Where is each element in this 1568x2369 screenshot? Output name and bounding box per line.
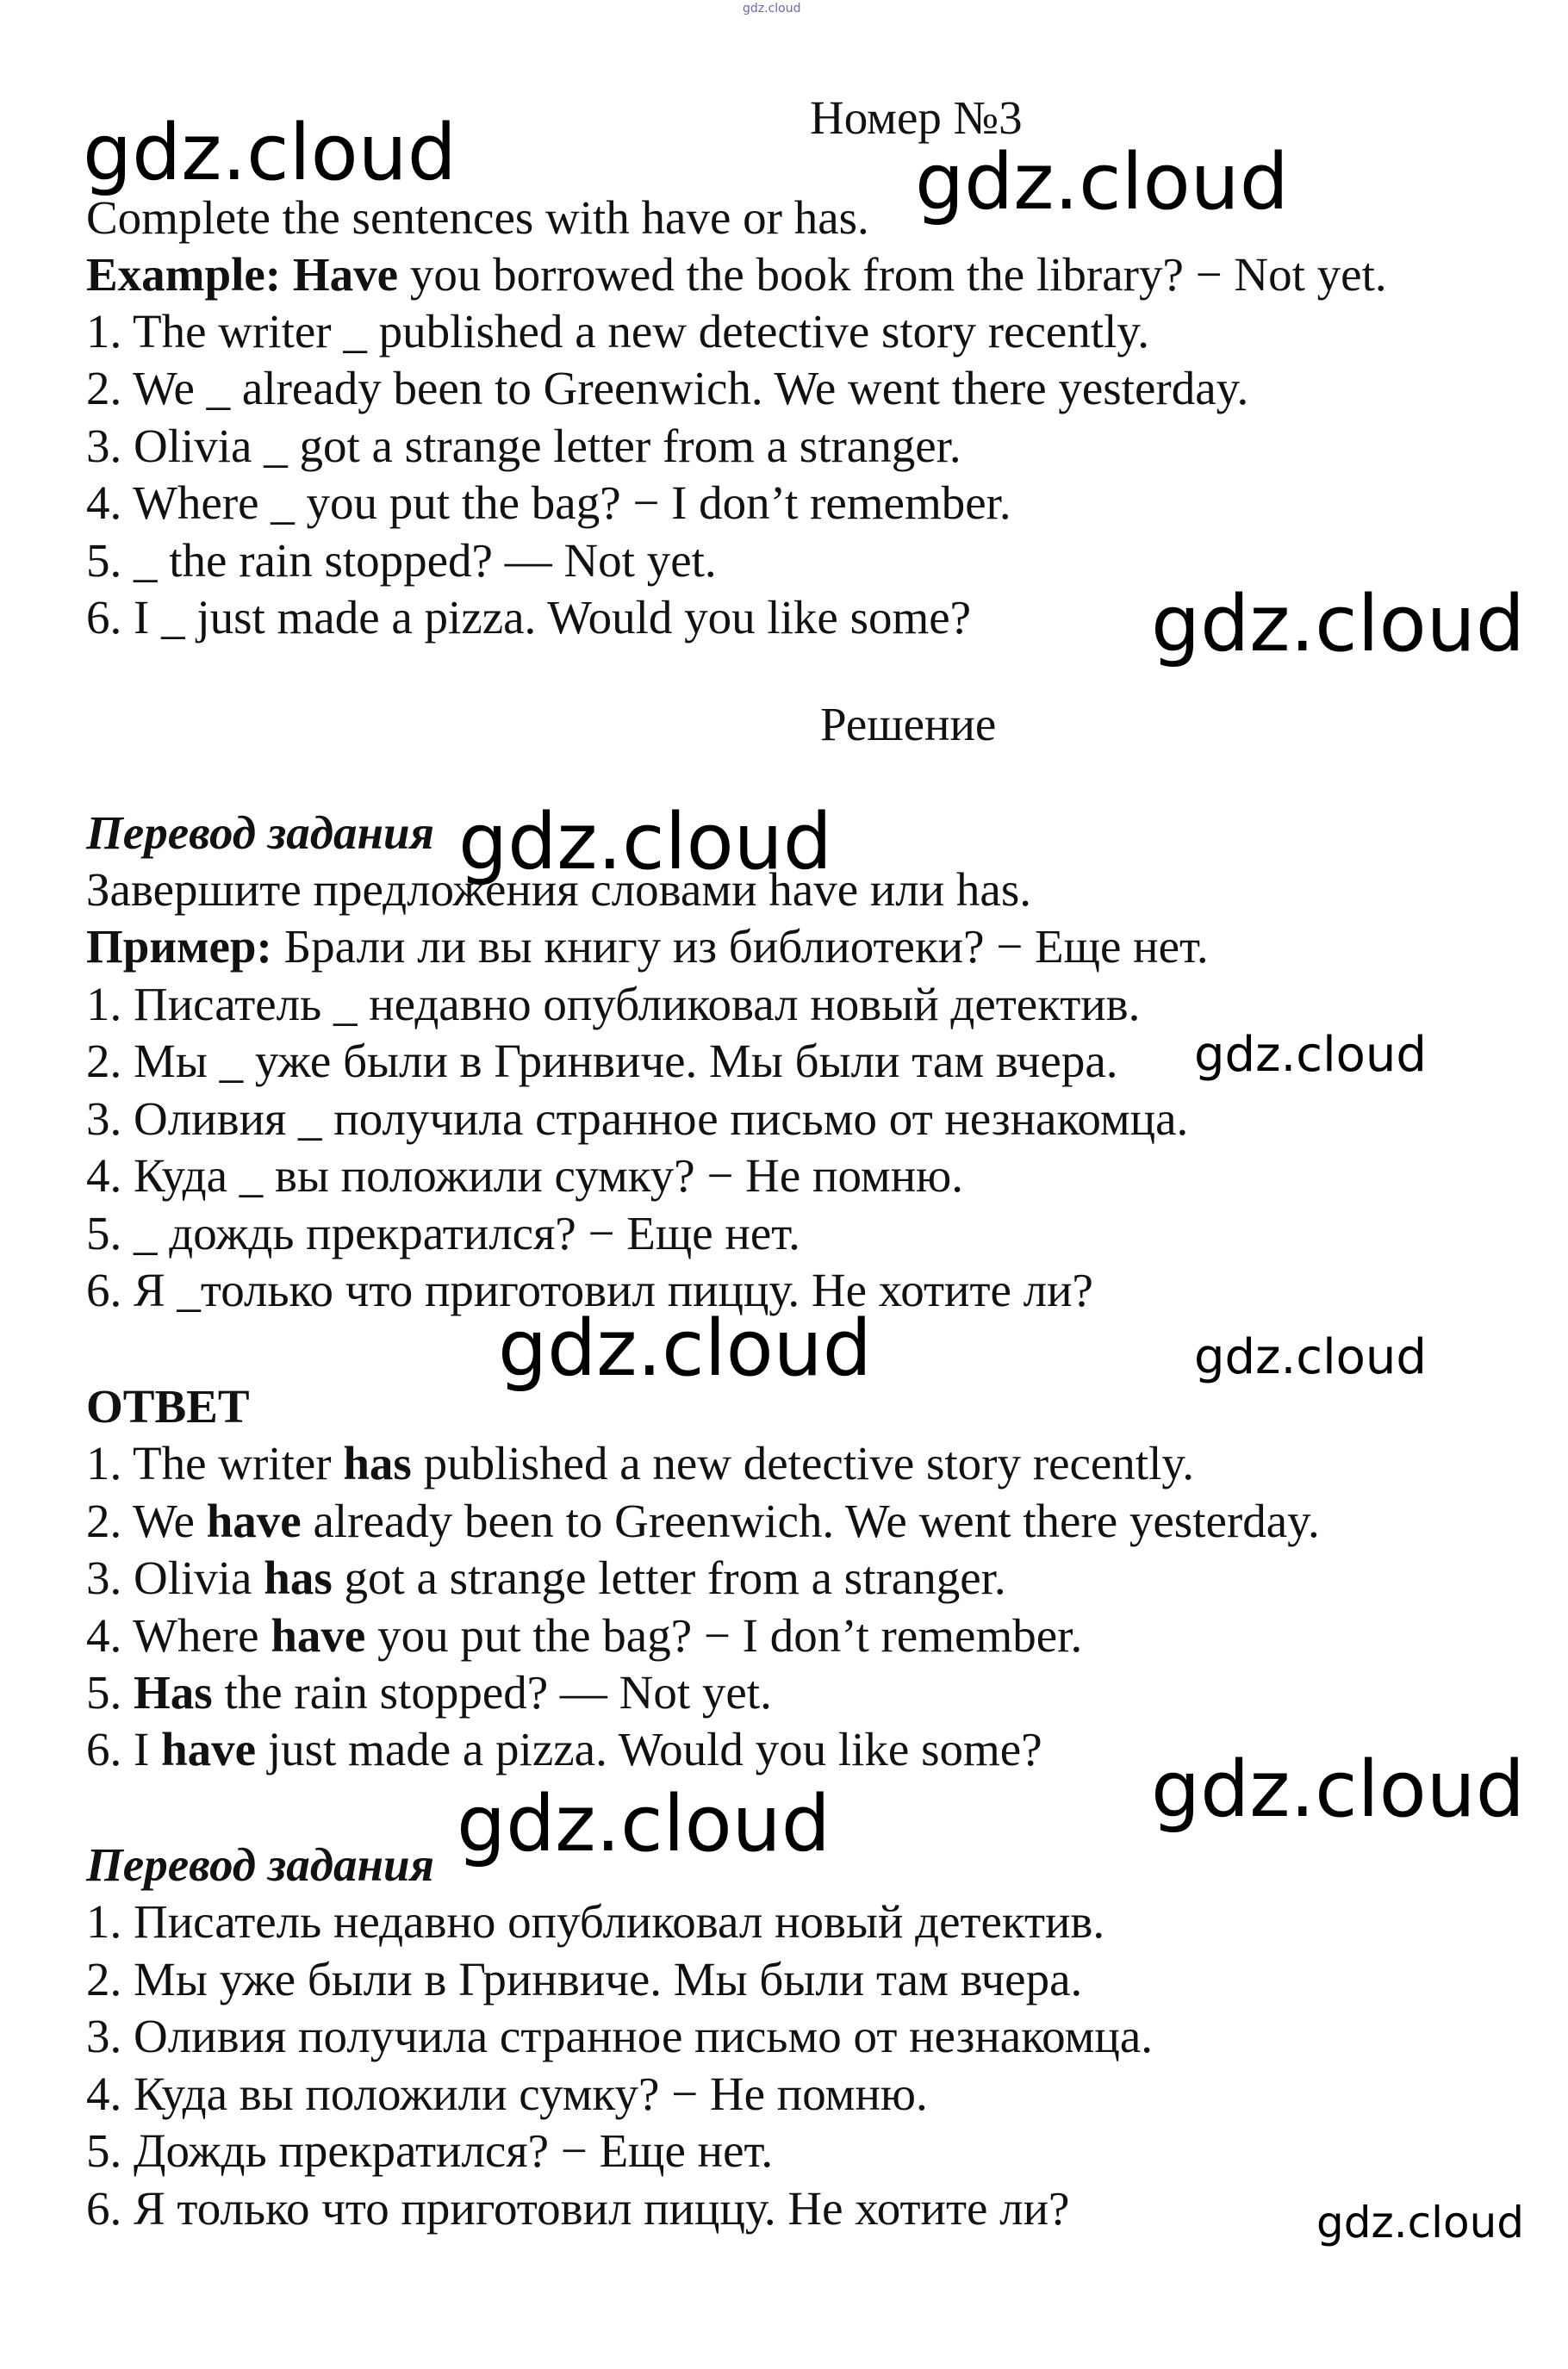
example-text: you borrowed the book from the library? − Not yet.: [398, 248, 1387, 301]
answer-item: 6. I have just made a pizza. Would you like some?: [86, 1723, 1042, 1775]
watermark: gdz.cloud: [1194, 1329, 1427, 1385]
watermark: gdz.cloud: [1194, 1027, 1427, 1083]
task-example: [86, 246, 1387, 303]
translation-item: 6. Я _только что приготовил пиццу. Не хотите ли?: [86, 1264, 1093, 1316]
answer-translation-header: Перевод задания: [86, 1838, 434, 1891]
translation-header: Перевод задания: [86, 806, 434, 859]
watermark-top: gdz.cloud: [743, 2, 801, 16]
translation-example: [86, 918, 1209, 975]
answer-translation-item: 6. Я только что приготовил пиццу. Не хотите ли?: [86, 2182, 1070, 2235]
translation-instruction: Завершите предложения словами have или has.: [86, 863, 1031, 916]
task-number: Номер №3: [810, 91, 1023, 144]
answer-item: 4. Where have you put the bag? − I don’t remember.: [86, 1609, 1083, 1662]
example-word: Have: [292, 248, 399, 301]
answer-translation-item: 5. Дождь прекратился? − Еще нет.: [86, 2124, 774, 2177]
task-instruction: Complete the sentences with have or has.: [86, 191, 869, 244]
watermark: gdz.cloud: [83, 108, 457, 198]
watermark: gdz.cloud: [1151, 579, 1525, 669]
answer-translation-item: 1. Писатель недавно опубликовал новый детектив.: [86, 1895, 1105, 1948]
answer-translation-item: 4. Куда вы положили сумку? − Не помню.: [86, 2067, 928, 2120]
answer-translation-item: 2. Мы уже были в Гринвиче. Мы были там вчера.: [86, 1953, 1083, 2005]
watermark: gdz.cloud: [1151, 1744, 1525, 1835]
task-item: 5. _ the rain stopped? — Not yet.: [86, 534, 717, 587]
solution-title: Решение: [820, 698, 997, 750]
translation-item: 4. Куда _ вы положили сумку? − Не помню.: [86, 1149, 963, 1202]
example-label: Example:: [86, 248, 282, 301]
task-item: 6. I _ just made a pizza. Would you like some?: [86, 591, 972, 644]
watermark: gdz.cloud: [1316, 2198, 1525, 2248]
translation-item: 3. Оливия _ получила странное письмо от незнакомца.: [86, 1092, 1189, 1145]
watermark: gdz.cloud: [458, 797, 832, 887]
watermark: gdz.cloud: [498, 1303, 872, 1394]
answer-header: ОТВЕТ: [86, 1380, 250, 1433]
watermark: gdz.cloud: [915, 137, 1289, 227]
answer-item: 1. The writer has published a new detective story recently.: [86, 1437, 1195, 1489]
task-item: 4. Where _ you put the bag? − I don’t remember.: [86, 476, 1011, 529]
task-item: 2. We _ already been to Greenwich. We went there yesterday.: [86, 362, 1249, 414]
answer-translation-item: 3. Оливия получила странное письмо от незнакомца.: [86, 2010, 1153, 2062]
translation-example-label: Пример:: [86, 920, 272, 973]
answer-item: 3. Olivia has got a strange letter from a stranger.: [86, 1551, 1006, 1604]
answer-item: 5. Has the rain stopped? — Not yet.: [86, 1666, 772, 1719]
task-item: 3. Olivia _ got a strange letter from a stranger.: [86, 420, 961, 472]
answer-item: 2. We have already been to Greenwich. We went there yesterday.: [86, 1495, 1320, 1547]
translation-item: 2. Мы _ уже были в Гринвиче. Мы были там вчера.: [86, 1035, 1118, 1087]
translation-item: 1. Писатель _ недавно опубликовал новый детектив.: [86, 978, 1141, 1030]
translation-example-text: Брали ли вы книгу из библиотеки? − Еще нет.: [271, 920, 1209, 973]
translation-item: 5. _ дождь прекратился? − Еще нет.: [86, 1207, 800, 1259]
watermark: gdz.cloud: [457, 1779, 831, 1869]
task-item: 1. The writer _ published a new detective story recently.: [86, 305, 1150, 358]
